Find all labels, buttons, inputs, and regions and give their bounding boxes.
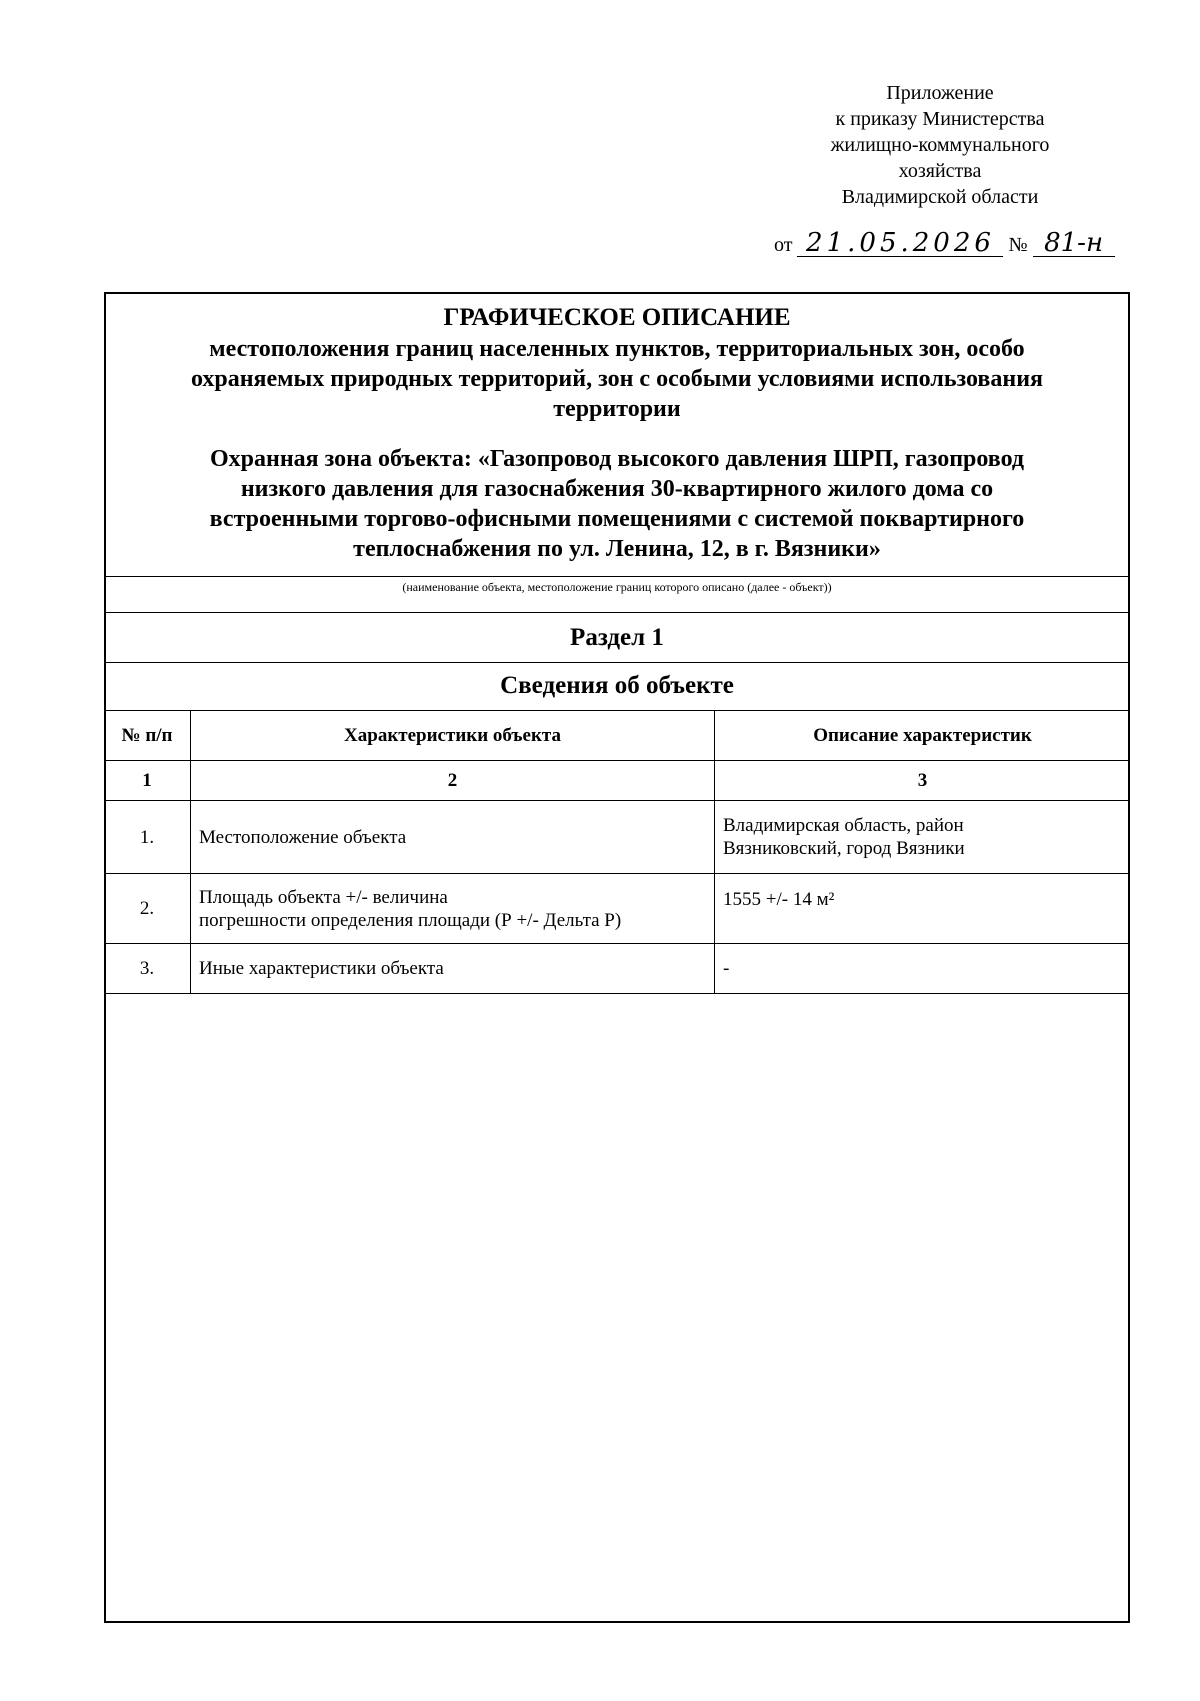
- table-cell-characteristic: [191, 801, 714, 873]
- header-characteristics: Характеристики объекта: [344, 725, 561, 746]
- cell-text: Местоположение объекта: [199, 826, 407, 848]
- object-name-line: низкого давления для газоснабжения 30-квартирного жилого дома со: [240, 476, 994, 502]
- row-number: 1.: [139, 826, 155, 848]
- title-subtitle-line: территории: [553, 396, 681, 422]
- appendix-line: Владимирской области: [841, 186, 1039, 208]
- title-subtitle-line: охраняемых природных территорий, зон с особыми условиями использования: [190, 366, 1044, 392]
- document-title: ГРАФИЧЕСКОЕ ОПИСАНИЕ: [443, 304, 791, 331]
- cell-text: Площадь объекта +/- величина: [199, 886, 448, 908]
- table-cell-description: [715, 874, 1130, 943]
- order-date-number: [774, 230, 1115, 257]
- table-cell-characteristic: [191, 874, 714, 943]
- divider: [104, 612, 1130, 613]
- object-name-line: встроенными торгово-офисными помещениями с системой поквартирного: [209, 506, 1025, 532]
- appendix-header: [780, 80, 1100, 210]
- appendix-line: жилищно-коммунального: [830, 134, 1050, 156]
- section-subheading: Сведения об объекте: [500, 672, 734, 699]
- appendix-line: Приложение: [886, 82, 994, 104]
- column-number: 3: [917, 770, 928, 791]
- row-number: 2.: [139, 898, 155, 919]
- handwritten-number: 81-н: [1033, 230, 1115, 257]
- object-name-line: Охранная зона объекта: «Газопровод высокого давления ШРП, газопровод: [209, 446, 1025, 472]
- column-number: 2: [447, 770, 458, 791]
- divider: [104, 576, 1130, 577]
- object-name-line: теплоснабжения по ул. Ленина, 12, в г. Вязники»: [353, 536, 881, 562]
- title-block: [110, 302, 1124, 564]
- header-description: Описание характеристик: [813, 725, 1032, 746]
- table-cell-description: [715, 801, 1130, 873]
- cell-text: -: [723, 958, 730, 979]
- table-cell-characteristic: [191, 944, 714, 993]
- header-number: № п/п: [121, 725, 173, 746]
- cell-text: Вязниковский, город Вязники: [723, 838, 965, 859]
- appendix-line: к приказу Министерства: [835, 108, 1045, 130]
- number-prefix: №: [1008, 234, 1028, 256]
- title-subtitle-line: местоположения границ населенных пунктов, территориальных зон, особо: [209, 336, 1025, 362]
- divider: [104, 662, 1130, 663]
- handwritten-date: 21.05.2026: [797, 230, 1003, 257]
- divider: [104, 993, 1130, 994]
- date-prefix: от: [774, 234, 793, 256]
- section-heading: Раздел 1: [570, 624, 664, 651]
- cell-text: Иные характеристики объекта: [199, 958, 444, 979]
- cell-text: погрешности определения площади (Р +/- Дельта Р): [199, 909, 622, 931]
- appendix-line: хозяйства: [898, 160, 982, 182]
- table-cell-description: [715, 944, 1130, 993]
- cell-text: Владимирская область, район: [723, 815, 964, 836]
- object-caption: (наименование объекта, местоположение границ которого описано (далее - объект)): [402, 580, 832, 594]
- column-number: 1: [142, 770, 152, 791]
- cell-text: 1555 +/- 14 м²: [723, 889, 835, 910]
- row-number: 3.: [139, 958, 155, 979]
